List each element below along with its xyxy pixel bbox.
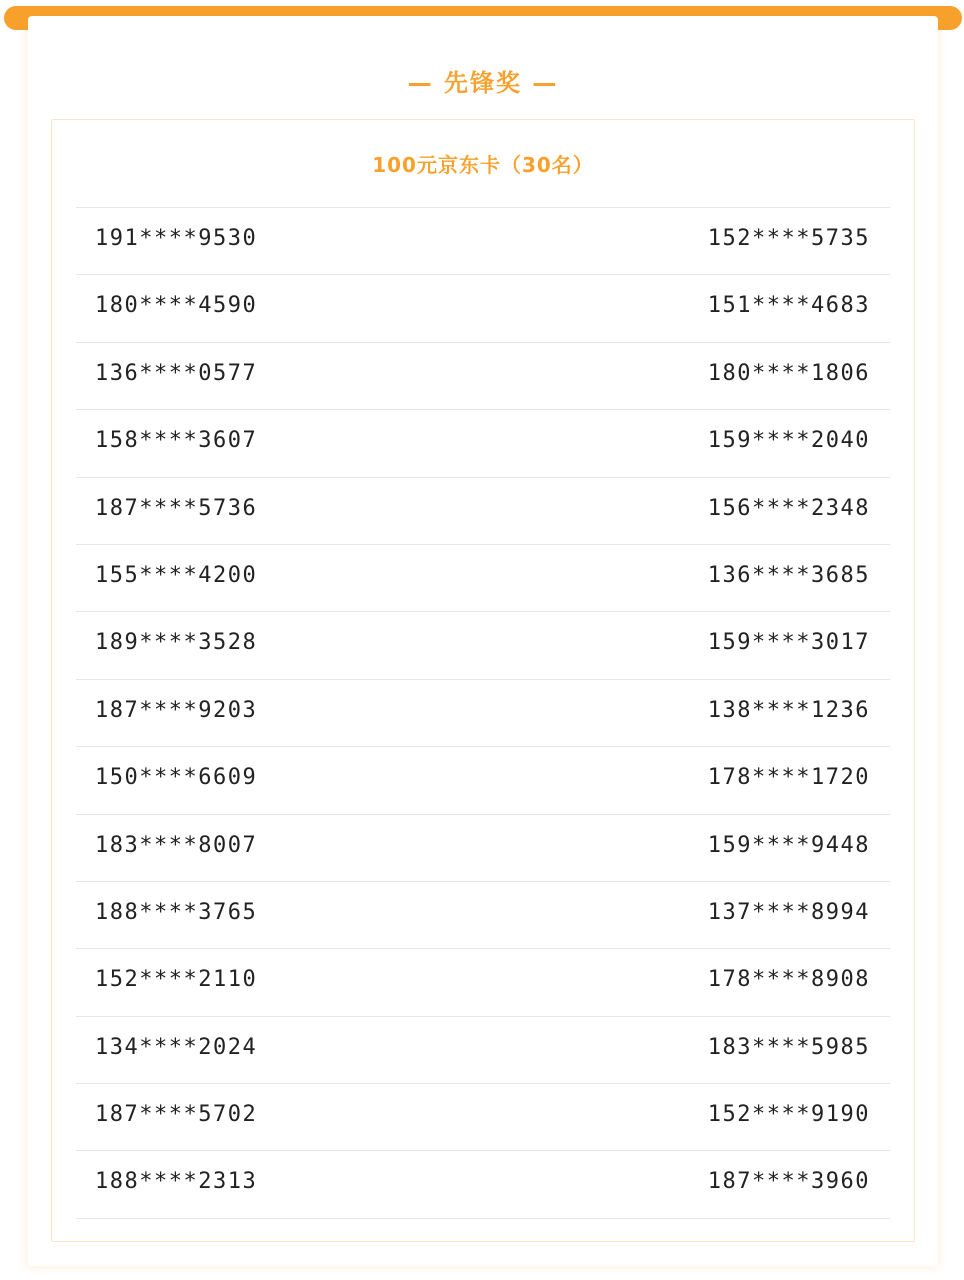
winner-phone-right: 178****1720 xyxy=(707,765,870,791)
winner-phone-right: 159****3017 xyxy=(707,630,870,656)
winner-row xyxy=(76,882,890,949)
winner-row xyxy=(76,612,890,679)
winner-phone-left: 188****3765 xyxy=(95,899,258,925)
winner-row xyxy=(76,815,890,882)
winner-phone-left: 187****5736 xyxy=(95,495,258,521)
winner-panel xyxy=(51,119,915,1242)
winner-phone-right: 183****5985 xyxy=(707,1034,870,1060)
winner-row xyxy=(76,275,890,342)
winner-phone-left: 155****4200 xyxy=(95,562,258,588)
winner-phone-right: 159****2040 xyxy=(707,428,870,454)
winner-phone-right: 159****9448 xyxy=(707,832,870,858)
winner-phone-right: 152****9190 xyxy=(707,1102,870,1128)
winner-phone-right: 136****3685 xyxy=(707,562,870,588)
winner-phone-right: 137****8994 xyxy=(707,899,870,925)
winner-phone-left: 136****0577 xyxy=(95,360,258,386)
winner-row xyxy=(76,1084,890,1151)
winner-phone-right: 151****4683 xyxy=(707,293,870,319)
winner-phone-left: 188****2313 xyxy=(95,1169,258,1195)
winner-row xyxy=(76,208,890,275)
winner-row xyxy=(76,680,890,747)
winner-phone-left: 191****9530 xyxy=(95,226,258,251)
winner-phone-right: 187****3960 xyxy=(707,1169,870,1195)
prize-card xyxy=(28,16,938,1266)
winner-phone-right: 152****5735 xyxy=(707,226,870,251)
winner-phone-right: 178****8908 xyxy=(707,967,870,993)
section-title: — 先锋奖 — xyxy=(407,69,559,97)
winner-row xyxy=(76,545,890,612)
winner-phone-left: 152****2110 xyxy=(95,967,258,993)
winner-row xyxy=(76,478,890,545)
winner-phone-left: 187****9203 xyxy=(95,697,258,723)
winner-phone-left: 180****4590 xyxy=(95,293,258,319)
winner-row xyxy=(76,1017,890,1084)
winner-row xyxy=(76,747,890,814)
winner-phone-right: 138****1236 xyxy=(707,697,870,723)
winner-phone-left: 189****3528 xyxy=(95,630,258,656)
winner-phone-right: 180****1806 xyxy=(707,360,870,386)
winner-phone-left: 158****3607 xyxy=(95,428,258,454)
winner-list xyxy=(76,207,890,1219)
winner-phone-left: 150****6609 xyxy=(95,765,258,791)
winner-row xyxy=(76,410,890,477)
winner-phone-right: 156****2348 xyxy=(707,495,870,521)
prize-title: 100元京东卡（30名） xyxy=(372,153,594,177)
winner-phone-left: 134****2024 xyxy=(95,1034,258,1060)
winner-row xyxy=(76,343,890,410)
winner-row xyxy=(76,949,890,1016)
winner-phone-left: 187****5702 xyxy=(95,1102,258,1128)
winner-phone-left: 183****8007 xyxy=(95,832,258,858)
winner-row xyxy=(76,1151,890,1218)
